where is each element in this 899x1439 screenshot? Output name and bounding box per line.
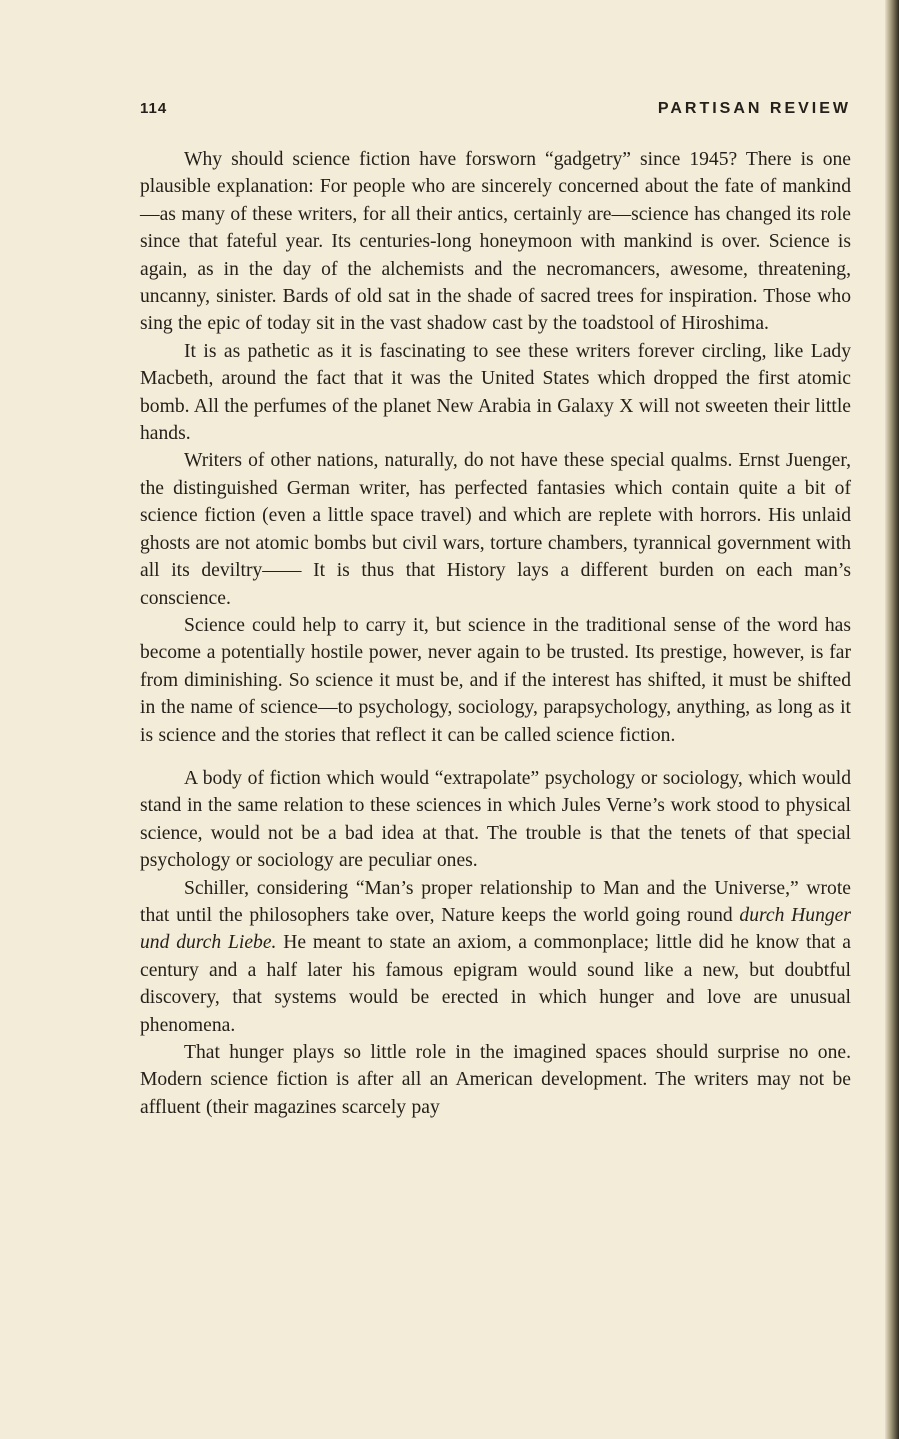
schiller-quote-italic: durch Hunger und durch Liebe. — [140, 904, 851, 954]
journal-title: PARTISAN REVIEW — [657, 100, 851, 117]
paragraph-extrapolate: A body of fiction which would “extrapolate” psychology or sociology, which would stand in the same relation to these sciences in which Jules Verne’s work stood to physical science, would not be a bad idea at that. The trouble is that the tenets of that special psychology or sociology are peculiar ones. — [140, 767, 851, 872]
running-head — [140, 100, 851, 124]
paragraph-science-prestige: Science could help to carry it, but science in the traditional sense of the word has become a potentially hostile power, never again to be trusted. Its prestige, however, is far from diminishing. So science it must be, and if the interest has shifted, it must be shifted in the name of science—to psychology, sociology, parapsychology, anything, as long as it is science and the stories that reflect it can be called science fiction. — [140, 614, 851, 746]
schiller-text-after: He meant to state an axiom, a commonplace; little did he know that a century and a half later his famous epigram would sound like a new, but doubtful discovery, that systems would be erected in which hunger and love are unusual phenomena. — [140, 932, 851, 1036]
paragraph-lady-macbeth: It is as pathetic as it is fascinating to see these writers forever circling, like Lady Macbeth, around the fact that it was the United States which dropped the first atomic bomb. All the perfumes of the planet New Arabia in Galaxy X will not sweeten their little hands. — [140, 340, 851, 445]
page-number: 114 — [140, 100, 168, 117]
paragraph-gadgetry: Why should science fiction have forsworn “gadgetry” since 1945? There is one plausible explanation: For people who are sincerely concerned about the fate of mankind—as many of these writers, for all their antics, certainly are—science has changed its role since that fateful year. Its centuries-long honeymoon with mankind is over. Science is again, as in the day of the alchemists and the necromancers, awesome, threatening, uncanny, sinister. Bards of old sat in the shade of sacred trees for inspiration. Those who sing the epic of today sit in the vast shadow cast by the toadstool of Hiroshima. — [140, 149, 851, 335]
page-edge-shadow — [885, 0, 899, 1439]
paragraph-schiller — [140, 875, 851, 1039]
paragraph-other-nations: Writers of other nations, naturally, do not have these special qualms. Ernst Juenger, the distinguished German writer, has perfected fantasies which contain quite a bit of science fiction (even a little space travel) and which are replete with horrors. His unlaid ghosts are not atomic bombs but civil wars, torture chambers, tyrannical government with all its deviltry—— It is thus that History lays a different burden on each man’s conscience. — [140, 450, 851, 609]
schiller-text-before: Schiller, considering “Man’s proper relationship to Man and the Universe,” wrote that until the philosophers take over, Nature keeps the world going round — [140, 877, 851, 926]
paragraph-hunger: That hunger plays so little role in the imagined spaces should surprise no one. Modern science fiction is after all an American development. The writers may not be affluent (their magazines scarcely pay — [140, 1042, 851, 1118]
article-body — [140, 146, 851, 1121]
